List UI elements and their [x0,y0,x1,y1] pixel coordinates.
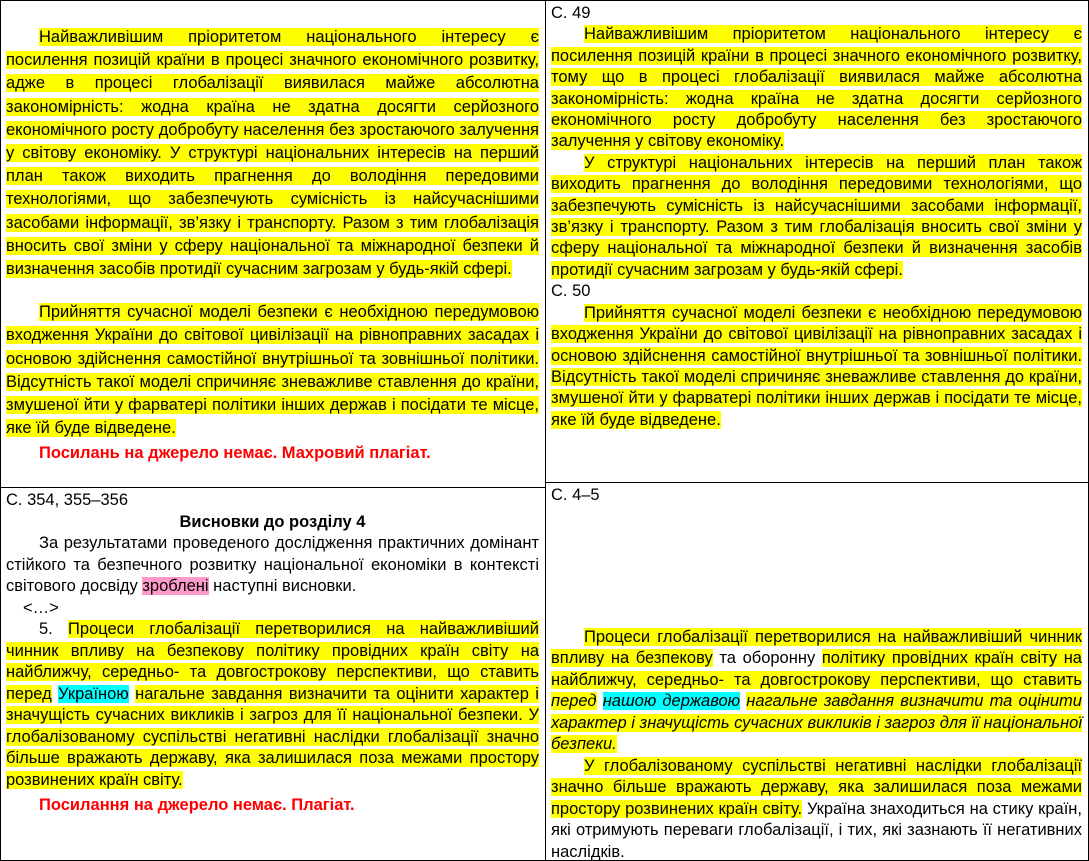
omission-marker [6,598,539,620]
column-compared-text [546,1,1088,860]
paragraph [6,301,539,440]
cell-top-left [1,1,545,488]
yellow-highlighted-text: політику провідних країн світу на найближчу, середньо- та довгострокову перспективи, що ставить [551,649,1082,689]
column-source-text [1,1,546,860]
section-heading [6,512,539,534]
plain-text: С. 354, 355–356 [6,491,129,509]
plain-text: Висновки до розділу 4 [179,512,366,531]
paragraph [551,24,1082,152]
spacer [6,281,539,301]
spacer [551,507,1082,627]
plain-text: Україна знаходиться на стику країн, які отримують переваги глобалізації, і тих, які зазнають її негативних наслідків. [551,799,1083,860]
cell-top-right [546,1,1088,483]
plain-text: та оборонну [712,649,822,667]
plain-text: <…> [23,598,59,617]
paragraph [551,756,1082,861]
plain-text: Посилання на джерело немає. Плагіат. [39,796,355,814]
yellow-highlighted-text: Процеси глобалізації перетворилися на найважливіший чинник впливу на безпекову [551,627,1082,667]
plain-text [597,692,603,710]
pink-highlighted-text: зроблені [142,577,209,595]
paragraph [6,533,539,598]
yellow-highlighted-text: Найважливішим пріоритетом національного інтересу є посилення позицій країни в процесі значного економічного розвитку, адже в процесі глобалізації виявилася майже абсолютна закономірність: жодна країна не здатна досягти серйозного економічного росту добробуту населення без зростаючого залучення у світову економіку. У структурі національних інтересів на перший план також виходить прагнення до володіння передовими технологіями, що забезпечують сумісність із найсучаснішими засобами інформації, зв’язку і транспорту. Разом з тим глобалізація вносить свої зміни у сферу національної та міжнародної безпеки й визначення засобів протидії сучасним загрозам у будь-якій сфері. [6,28,539,279]
paragraph [551,153,1082,281]
cell-bottom-right [546,483,1088,860]
yellow-highlighted-text: Процеси глобалізації перетворилися на найважливіший чинник впливу на безпекову політику провідних країн світу на найближчу, середньо- та довгострокову перспективи, що ставить перед [6,620,539,703]
plain-text: С. 49 [551,4,591,22]
yellow-highlighted-text: У глобалізованому суспільстві негативні наслідки глобалізації значно більше вражають державу, яка залишилася поза межами простору розвинених країн світу. [551,756,1082,818]
yellow-highlighted-italic-text: нагальне завдання визначити та оцінити характер і значущість сучасних викликів і загроз для її національної безпеки. [551,692,1082,753]
paragraph [6,619,539,791]
yellow-highlighted-text: Прийняття сучасної моделі безпеки є необхідною передумовою входження України до світової цивілізації на рівноправних засадах і основою здійснення самостійної внутрішньої та зовнішньої політики. Відсутність такої моделі спричиняє зневажливе ставлення до країни, змушеної йти у фарватері політики інших держав і посідати те місце, яке їй буде відведене. [551,303,1082,429]
cell-bottom-left [1,488,545,860]
yellow-highlighted-text: Прийняття сучасної моделі безпеки є необхідною передумовою входження України до світової цивілізації на рівноправних засадах і основою здійснення самостійної внутрішньої та зовнішньої політики. Відсутність такої моделі спричиняє зневажливе ставлення до країни, змушеної йти у фарватері політики інших держав і посідати те місце, яке їй буде відведене. [6,303,539,438]
yellow-highlighted-italic-text: перед [551,692,597,710]
reviewer-note [6,795,539,817]
reviewer-note [6,442,539,465]
cyan-highlighted-text: Україною [58,684,129,703]
page-reference [551,485,1082,507]
paragraph [551,627,1082,756]
paragraph [6,26,539,281]
cyan-highlighted-italic-text: нашою державою [602,692,741,710]
plain-text: Посилань на джерело немає. Махровий плагіат. [39,444,431,463]
page-reference [6,490,539,512]
page-reference [551,3,1082,24]
page-reference [551,281,1082,302]
plain-text: С. 4–5 [551,486,600,504]
yellow-highlighted-text: нагальне завдання визначити та оцінити характер і значущість сучасних викликів і загроз для її національної безпеки. У глобалізованому суспільстві негативні наслідки глобалізації значно більше вражають державу, яка залишилася поза межами простору розвинених країн світу. [6,684,539,789]
yellow-highlighted-text: Найважливішим пріоритетом національного інтересу є посилення позицій країни в процесі значного економічного розвитку, тому що в процесі глобалізації виявилася майже абсолютна закономірність: жодна країна не здатна досягти серйозного економічного росту добробуту населення без зростаючого залучення у світову економіку. [551,25,1082,151]
plain-text: За результатами проведеного дослідження практичних домінант стійкого та безпечного розвитку національної економіки в контексті світового досвіду [6,534,539,595]
plain-text: 5. [39,620,69,638]
paragraph [551,303,1082,431]
yellow-highlighted-text: У структурі національних інтересів на перший план також виходить прагнення до володіння передовими технологіями, що забезпечують сумісність із найсучаснішими засобами інформації, зв’язку і транспорту. Разом з тим глобалізація вносить свої зміни у сферу національної та міжнародної безпеки й визначення засобів протидії сучасним загрозам у будь-якій сфері. [551,153,1082,279]
plain-text: наступні висновки. [208,577,357,595]
spacer [6,3,539,26]
plain-text: С. 50 [551,282,591,301]
